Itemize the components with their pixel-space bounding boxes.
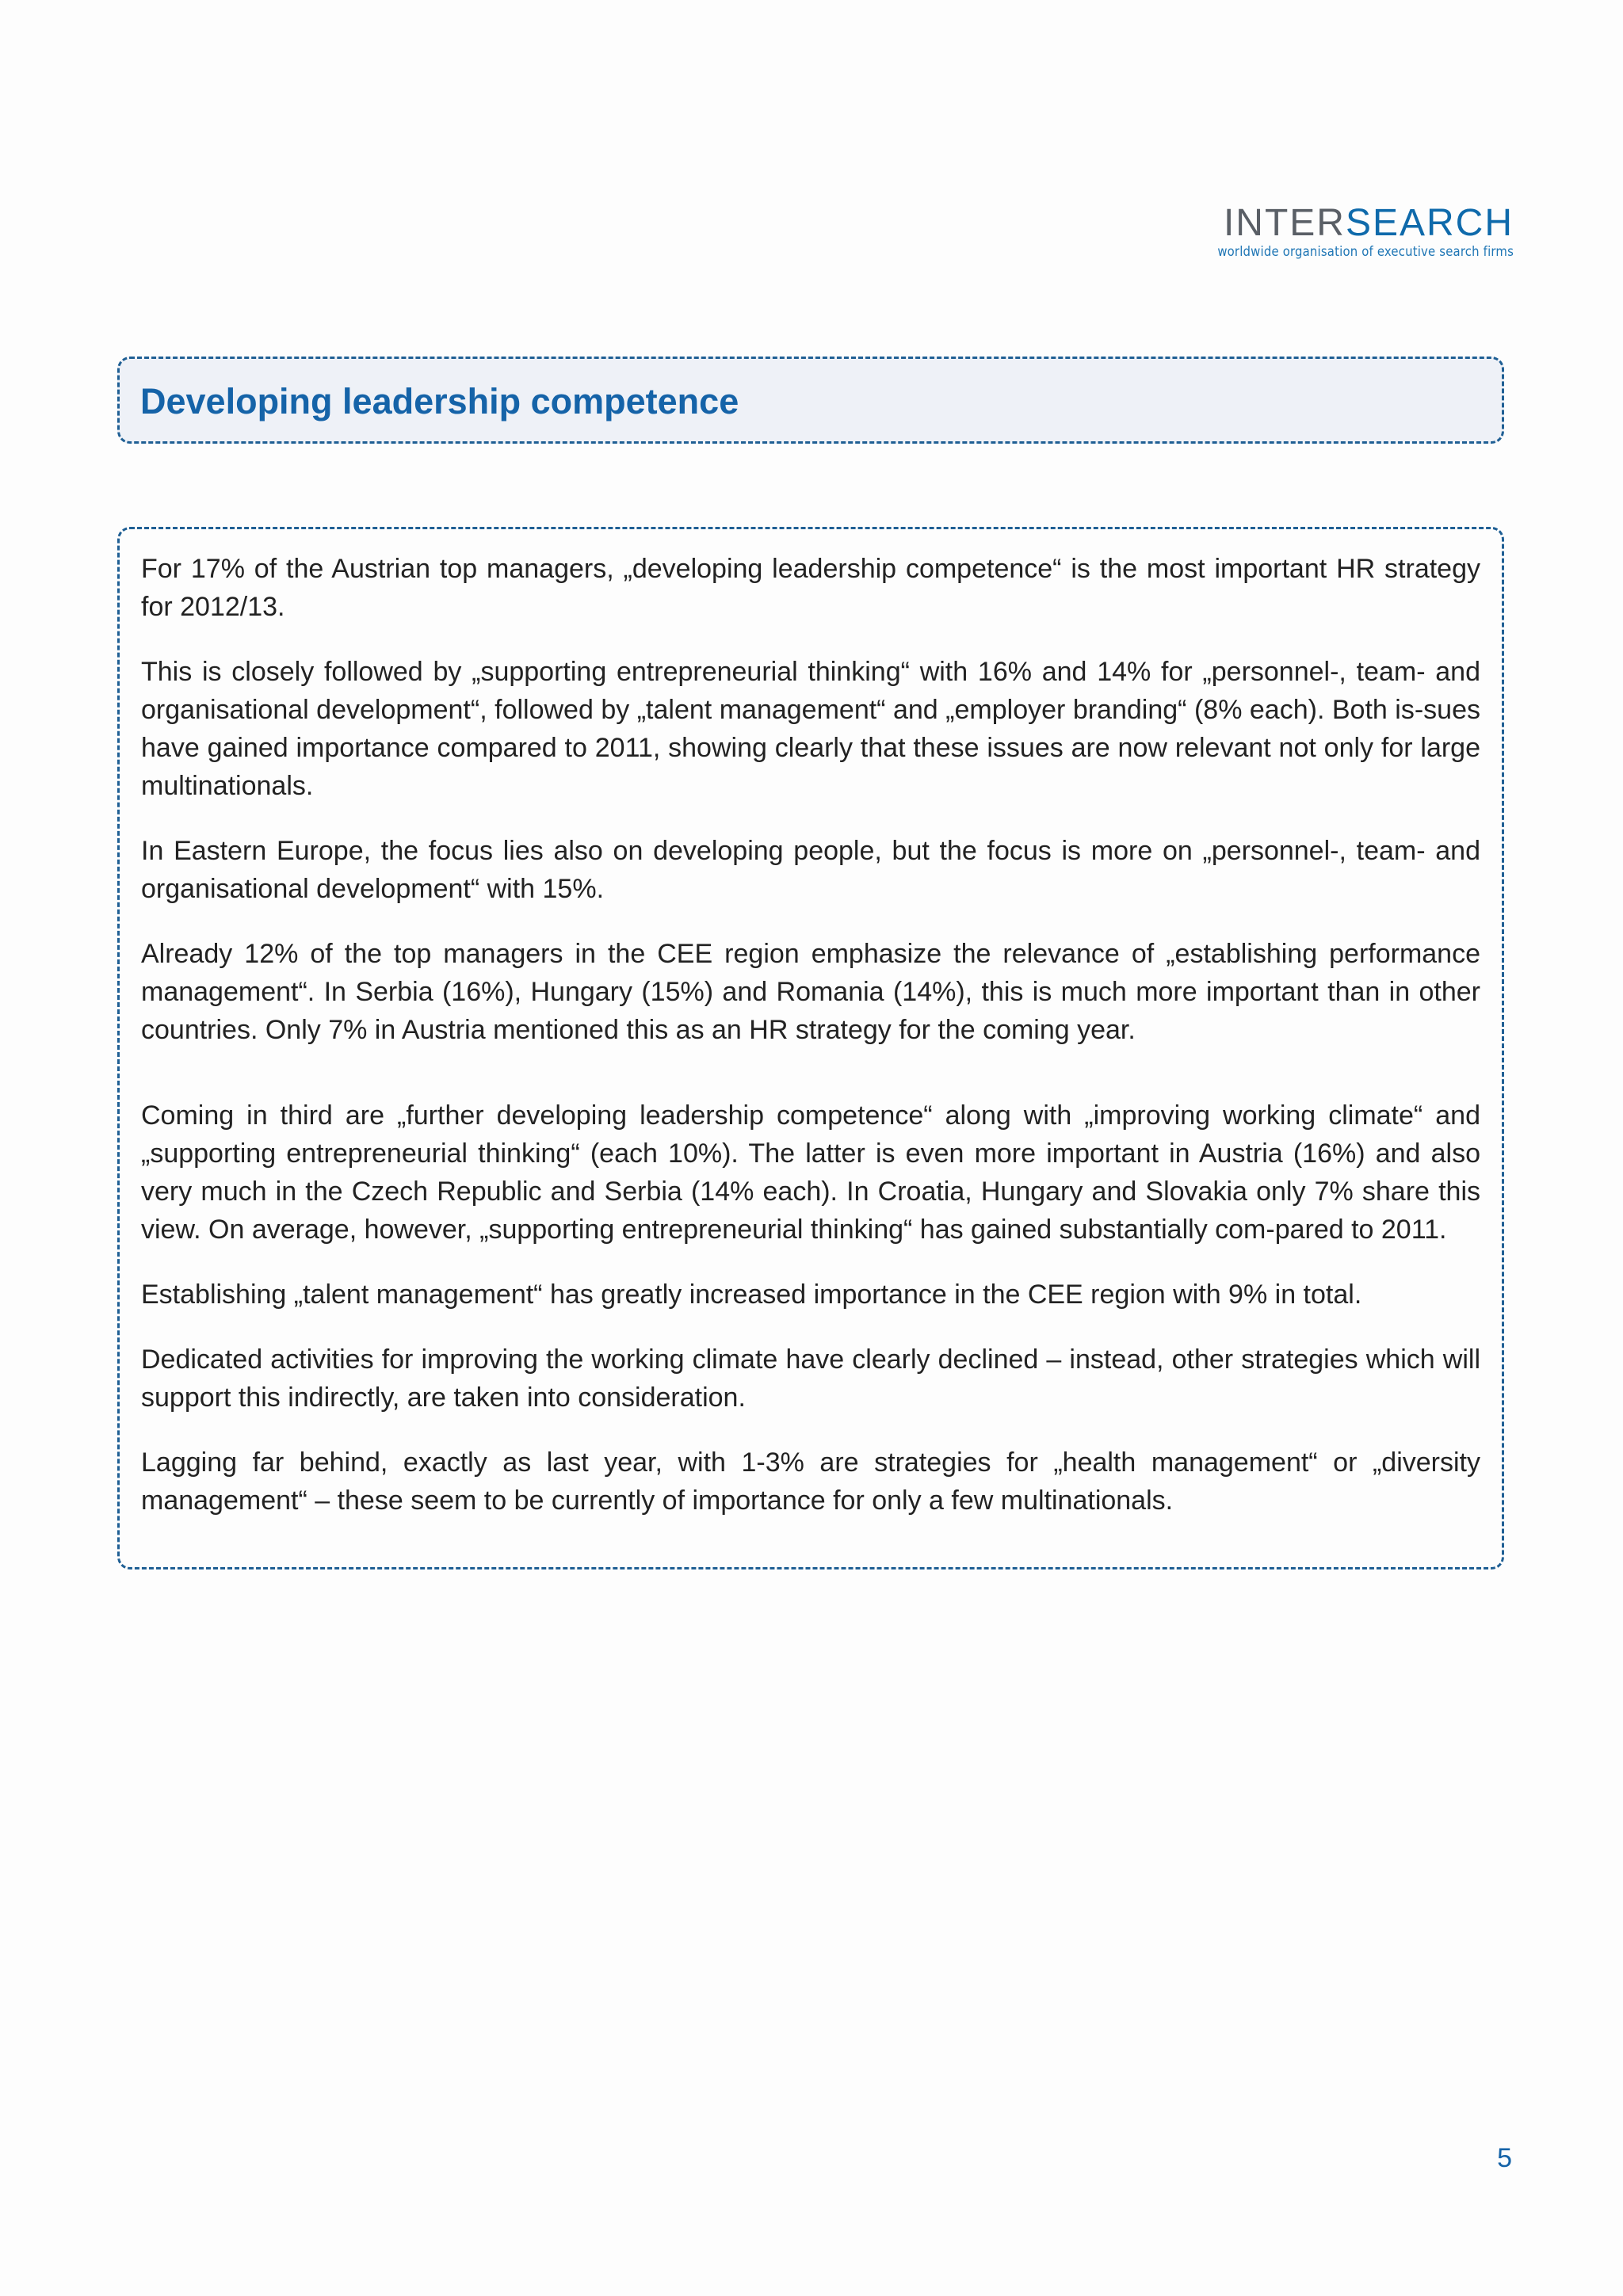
logo-wordmark [1186,204,1514,242]
logo-search-text: SEARCH [1345,202,1514,244]
paragraph: Establishing „talent management“ has greatly increased importance in the CEE region with 9% in total. [141,1280,1362,1310]
paragraph: In Eastern Europe, the focus lies also on developing people, but the focus is more on „personnel-, team- and organisational development“ with 15%. [141,836,1480,904]
intersearch-logo [1186,204,1514,259]
logo-tagline: worldwide organisation of executive search firms [1217,244,1514,259]
paragraph: Dedicated activities for improving the working climate have clearly declined – instead, other strategies which will support this indirectly, are taken into consideration. [141,1344,1480,1413]
page-number: 5 [1497,2143,1512,2173]
paragraph: Already 12% of the top managers in the CEE region emphasize the relevance of „establishing performance management“. In Serbia (16%), Hungary (15%) and Romania (14%), this is much more important than in other countries. Only 7% in Austria mentioned this as an HR strategy for the coming year. [141,939,1480,1045]
paragraph: This is closely followed by „supporting entrepreneurial thinking“ with 16% and 14% for „personnel-, team- and organisational development“, followed by „talent management“ and „employer branding“ (8% each). Both is-sues have gained importance compared to 2011, showing clearly that these issues are now relevant not only for large multinationals. [141,657,1480,801]
paragraph: For 17% of the Austrian top managers, „developing leadership competence“ is the most important HR strategy for 2012/13. [141,554,1480,622]
paragraph: Lagging far behind, exactly as last year, with 1-3% are strategies for „health management“ or „diversity management“ – these seem to be currently of importance for only a few multinationals. [141,1447,1480,1516]
section-heading-box [117,357,1504,444]
section-title: Developing leadership competence [140,381,739,421]
logo-inter-text: INTER [1223,202,1346,244]
paragraph: Coming in third are „further developing leadership competence“ along with „improving working climate“ and „supporting entrepreneurial thinking“ (each 10%). The latter is even more important in Austria (16%) and also very much in the Czech Republic and Serbia (14% each). In Croatia, Hungary and Slovakia only 7% share this view. On average, however, „supporting entrepreneurial thinking“ has gained substantially com-pared to 2011. [141,1100,1480,1245]
content-box [117,527,1504,1569]
